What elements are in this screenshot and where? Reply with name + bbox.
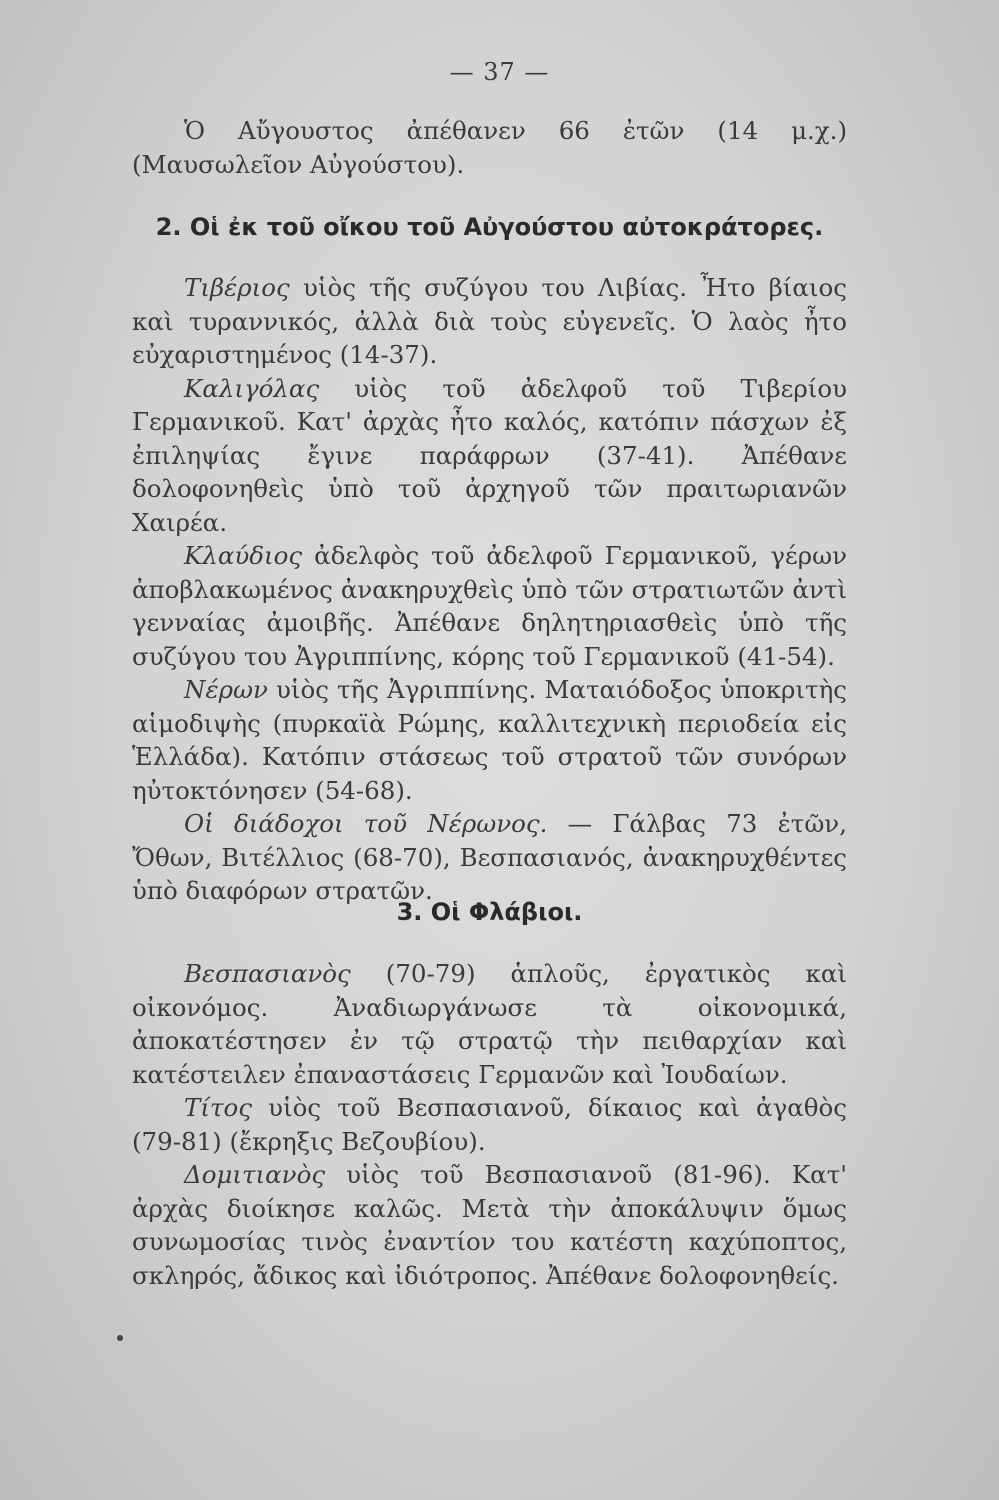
paragraph-text: υἱὸς τῆς Ἀγριππίνης. Ματαιόδοξος ὑποκριτὴς αἱμοδιψὴς (πυρκαϊὰ Ρώμης, καλλιτεχνικὴ περιοδεία εἰς Ἑλλάδα). Κατόπιν στάσεως τοῦ στρατοῦ τῶν συνόρων ηὐτοκτόνησεν (54-68). [132, 675, 847, 805]
paragraph-domitian [132, 1158, 847, 1292]
emperor-name: Καλιγόλας [184, 373, 320, 403]
emperor-name: Τιβέριος [184, 273, 290, 302]
emperor-name: Βεσπασιανὸς [184, 959, 351, 988]
paragraph-titus [132, 1091, 847, 1158]
paragraph-claudius [132, 539, 847, 673]
intro-paragraph [132, 114, 847, 181]
emperor-name: Δομιτιανὸς [184, 1160, 326, 1189]
paragraph-text: υἱὸς τῆς συζύγου του Λιβίας. Ἦτο βίαιος καὶ τυραννικός, ἀλλὰ διὰ τοὺς εὐγενεῖς. Ὁ λαὸς ἦτο εὐχαριστημένος (14-37). [132, 273, 847, 369]
paragraph-text: υἱὸς τοῦ Βεσπασιανοῦ, δίκαιος καὶ ἀγαθὸς (79-81) (ἔκρηξις Βεζουβίου). [132, 1093, 847, 1156]
paragraph-successors [132, 807, 847, 908]
intro-text: Ὁ Αὔγουστος ἀπέθανεν 66 ἐτῶν (14 μ.χ.) (Μαυσωλεῖον Αὐγούστου). [132, 116, 847, 179]
paragraph-vespasian [132, 957, 847, 1091]
section-3-body [132, 957, 847, 1292]
section-2-heading: 2. Οἱ ἐκ τοῦ οἴκου τοῦ Αὐγούστου αὐτοκράτορες. [155, 213, 824, 241]
paragraph-text: — Γάλβας 73 ἐτῶν, Ὄθων, Βιτέλλιος (68-70), Βεσπασιανός, ἀνακηρυχθέντες ὑπὸ διαφόρων στρατῶν. [132, 809, 847, 905]
paragraph-text: ἀδελφὸς τοῦ ἀδελφοῦ Γερμανικοῦ, γέρων ἀποβλακωμένος ἀνακηρυχθεὶς ὑπὸ τῶν στρατιωτῶν ἀντὶ γενναίας ἀμοιβῆς. Ἀπέθανε δηλητηριασθεὶς ὑπὸ τῆς συζύγου του Ἀγριππίνης, κόρης τοῦ Γερμανικοῦ (41-54). [132, 541, 847, 671]
page-number: — 37 — [449, 58, 550, 86]
paragraph-text: (70-79) ἁπλοῦς, ἐργατικὸς καὶ οἰκονόμος. Ἀναδιωργάνωσε τὰ οἰκονομικά, ἀποκατέστησεν ἐν τῷ στρατῷ τὴν πειθαρχίαν καὶ κατέστειλεν ἐπαναστάσεις Γερμανῶν καὶ Ἰουδαίων. [132, 959, 847, 1089]
emperor-name: Κλαύδιος [184, 541, 303, 570]
paragraph-tiberius [132, 271, 847, 372]
paragraph-nero [132, 673, 847, 807]
emperor-name: Νέρων [184, 675, 268, 704]
paragraph-text: υἱὸς τοῦ Βεσπασιανοῦ (81-96). Κατ' ἀρχὰς διοίκησε καλῶς. Μετὰ τὴν ἀποκάλυψιν ὅμως συνωμοσίας τινὸς ἐναντίον του κατέστη καχύποπτος, σκληρός, ἄδικος καὶ ἰδιότροπος. Ἀπέθανε δολοφονηθείς. [132, 1160, 847, 1290]
section-3-heading: 3. Οἱ Φλάβιοι. [396, 898, 583, 926]
section-2-body [132, 271, 847, 908]
paragraph-text: υἱὸς τοῦ ἀδελφοῦ τοῦ Τιβερίου Γερμανικοῦ. Κατ' ἀρχὰς ἦτο καλός, κατόπιν πάσχων ἐξ ἐπιληψίας ἔγινε παράφρων (37-41). Ἀπέθανε δολοφονηθεὶς ὑπὸ τοῦ ἀρχηγοῦ τῶν πραιτωριανῶν Χαιρέα. [132, 373, 847, 537]
ink-spot [117, 1335, 123, 1341]
emperor-name: Τίτος [184, 1093, 252, 1122]
paragraph-caligula [132, 372, 847, 540]
emperor-name: Οἱ διάδοχοι τοῦ Νέρωνος. [184, 809, 548, 838]
